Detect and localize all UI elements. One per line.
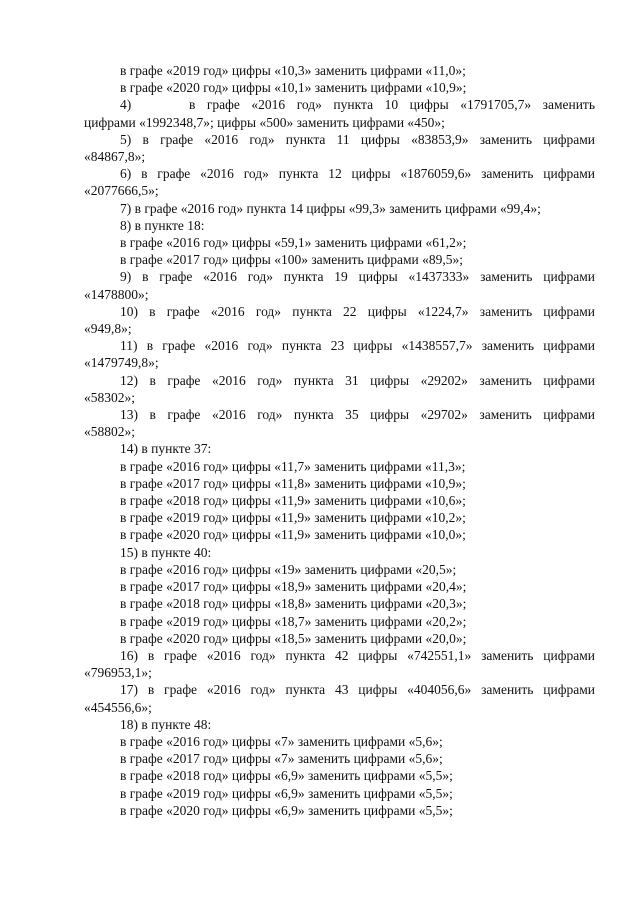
document-line: «58802»; bbox=[84, 424, 136, 440]
document-line: 13) в графе «2016 год» пункта 35 цифры «29702» заменить цифрами bbox=[120, 407, 595, 423]
document-line: в графе «2019 год» цифры «18,7» заменить цифрами «20,2»; bbox=[120, 613, 467, 629]
document-line: 11) в графе «2016 год» пункта 23 цифры «1438557,7» заменить цифрами bbox=[120, 338, 595, 354]
document-line: 6) в графе «2016 год» пункта 12 цифры «1876059,6» заменить цифрами bbox=[120, 166, 595, 182]
document-line: 7) в графе «2016 год» пункта 14 цифры «99,3» заменить цифрами «99,4»; bbox=[120, 200, 541, 216]
document-line: в графе «2020 год» цифры «18,5» заменить цифрами «20,0»; bbox=[120, 630, 467, 646]
document-line: «796953,1»; bbox=[84, 665, 152, 681]
document-line: «454556,6»; bbox=[84, 699, 152, 715]
document-line: в графе «2017 год» цифры «7» заменить цифрами «5,6»; bbox=[120, 751, 443, 767]
document-line: 18) в пункте 48: bbox=[120, 716, 212, 732]
document-line: 5) в графе «2016 год» пункта 11 цифры «83853,9» заменить цифрами bbox=[120, 131, 595, 147]
document-line: в графе «2018 год» цифры «11,9» заменить цифрами «10,6»; bbox=[120, 493, 466, 509]
document-line: 16) в графе «2016 год» пункта 42 цифры «742551,1» заменить цифрами bbox=[120, 647, 595, 663]
document-line: в графе «2019 год» цифры «10,3» заменить цифрами «11,0»; bbox=[120, 63, 466, 78]
document-line: 9) в графе «2016 год» пункта 19 цифры «1437333» заменить цифрами bbox=[120, 269, 595, 285]
document-line: «84867,8»; bbox=[84, 149, 146, 165]
document-line: 15) в пункте 40: bbox=[120, 544, 212, 560]
document-line: в графе «2016 год» цифры «7» заменить цифрами «5,6»; bbox=[120, 733, 443, 749]
document-line: в графе «2018 год» цифры «18,8» заменить цифрами «20,3»; bbox=[120, 596, 467, 612]
document-line: в графе «2020 год» цифры «6,9» заменить цифрами «5,5»; bbox=[120, 802, 453, 818]
document-line: в графе «2020 год» цифры «10,1» заменить цифрами «10,9»; bbox=[120, 80, 467, 96]
document-line: в графе «2016 год» цифры «11,7» заменить цифрами «11,3»; bbox=[120, 458, 466, 474]
document-line: 8) в пункте 18: bbox=[120, 217, 205, 233]
document-page bbox=[84, 62, 595, 819]
document-line: в графе «2016 год» цифры «19» заменить цифрами «20,5»; bbox=[120, 561, 457, 577]
document-line: «1478800»; bbox=[84, 286, 149, 302]
document-line: 4) в графе «2016 год» пункта 10 цифры «1791705,7» заменить bbox=[120, 97, 595, 113]
document-line: в графе «2020 год» цифры «11,9» заменить цифрами «10,0»; bbox=[120, 527, 466, 543]
document-line: 10) в графе «2016 год» пункта 22 цифры «1224,7» заменить цифрами bbox=[120, 303, 595, 319]
document-line: 17) в графе «2016 год» пункта 43 цифры «404056,6» заменить цифрами bbox=[120, 682, 595, 698]
document-line: 12) в графе «2016 год» пункта 31 цифры «29202» заменить цифрами bbox=[120, 372, 595, 388]
document-line: «58302»; bbox=[84, 389, 136, 405]
document-line: в графе «2019 год» цифры «11,9» заменить цифрами «10,2»; bbox=[120, 510, 466, 526]
document-line: в графе «2017 год» цифры «11,8» заменить цифрами «10,9»; bbox=[120, 475, 466, 491]
document-line: цифрами «1992348,7»; цифры «500» заменить цифрами «450»; bbox=[84, 114, 445, 130]
document-line: «1479749,8»; bbox=[84, 355, 159, 371]
document-line: в графе «2019 год» цифры «6,9» заменить цифрами «5,5»; bbox=[120, 785, 453, 801]
document-line: «2077666,5»; bbox=[84, 183, 159, 199]
document-line: в графе «2017 год» цифры «100» заменить цифрами «89,5»; bbox=[120, 252, 464, 268]
document-line: 14) в пункте 37: bbox=[120, 441, 212, 457]
document-line: «949,8»; bbox=[84, 321, 132, 337]
document-line: в графе «2018 год» цифры «6,9» заменить цифрами «5,5»; bbox=[120, 768, 453, 784]
document-line: в графе «2016 год» цифры «59,1» заменить цифрами «61,2»; bbox=[120, 235, 467, 251]
document-line: в графе «2017 год» цифры «18,9» заменить цифрами «20,4»; bbox=[120, 579, 467, 595]
